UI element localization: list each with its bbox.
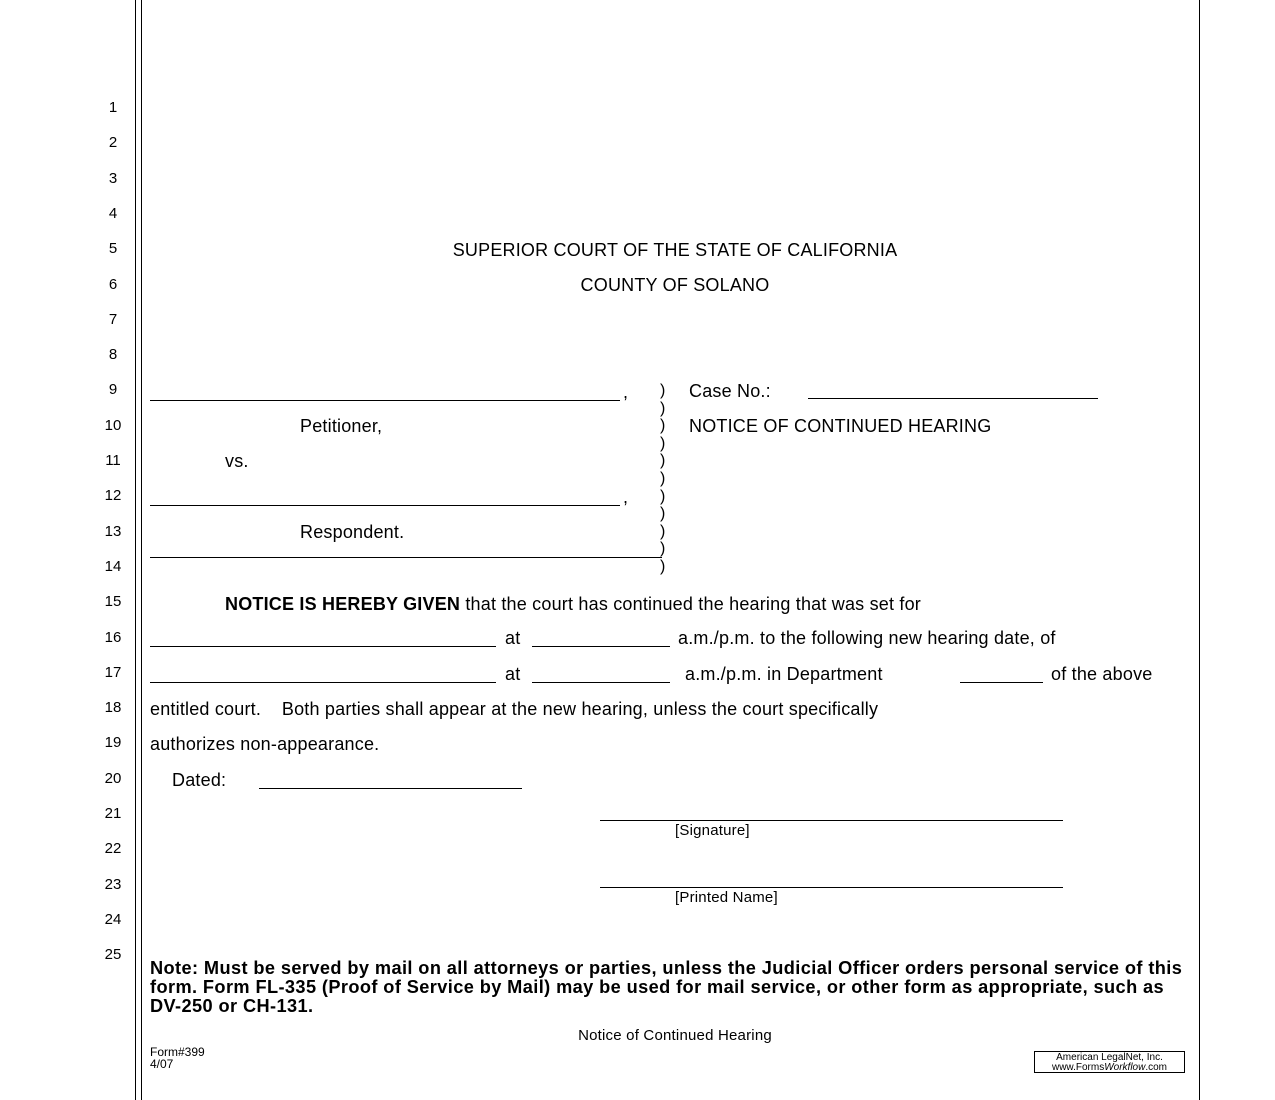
signature-line[interactable]	[600, 820, 1063, 821]
line-number: 12	[104, 487, 122, 505]
line-number: 8	[108, 346, 118, 364]
line-number: 17	[104, 663, 122, 681]
notice-line17-mid: a.m./p.m. in Department	[685, 664, 883, 684]
line-number: 16	[104, 628, 122, 646]
line-number: 11	[105, 452, 121, 469]
line-number: 15	[104, 593, 122, 611]
at-label-1: at	[505, 628, 521, 648]
line-number: 24	[104, 910, 122, 928]
line-number: 1	[108, 99, 118, 116]
line-number: 19	[104, 734, 122, 752]
line-number: 9	[108, 381, 118, 399]
line-number: 25	[104, 946, 122, 964]
form-date: 4/07	[150, 1057, 174, 1071]
new-hearing-time-blank[interactable]	[532, 682, 670, 683]
vendor-url: www.FormsWorkflow.com	[1051, 1062, 1168, 1073]
printed-name-label: [Printed Name]	[675, 889, 778, 906]
left-margin-line-outer	[135, 0, 136, 1100]
footer-title: Notice of Continued Hearing	[578, 1027, 772, 1044]
notice-line17-end: of the above	[1051, 664, 1153, 684]
service-note: Note: Must be served by mail on all attorneys or parties, unless the Judicial Officer orders personal service of this form. Form FL-335 (Proof of Service by Mail) may be used for mail service, or other form as appropriate, such as DV-250 or CH-131.	[150, 958, 1183, 1016]
notice-bold-lead: NOTICE IS HEREBY GIVEN	[225, 594, 461, 614]
dated-blank[interactable]	[259, 788, 522, 789]
line-number: 21	[104, 805, 122, 822]
vendor-box	[1034, 1051, 1185, 1073]
line-number: 18	[104, 699, 122, 717]
at-label-2: at	[505, 664, 521, 684]
line-number: 3	[108, 169, 118, 187]
line-number: 20	[104, 769, 122, 787]
petitioner-comma: ,	[623, 382, 629, 402]
new-hearing-date-blank[interactable]	[150, 682, 496, 683]
line-number: 13	[104, 522, 122, 540]
right-margin-line	[1199, 0, 1200, 1100]
dated-label: Dated:	[172, 770, 227, 790]
vendor-name: American LegalNet, Inc.	[1056, 1052, 1163, 1063]
signature-label: [Signature]	[675, 822, 750, 839]
line-number: 5	[108, 240, 118, 258]
notice-line-19: authorizes non-appearance.	[150, 734, 380, 754]
line-number: 7	[108, 310, 118, 328]
case-number-label: Case No.:	[689, 381, 771, 401]
line-number: 2	[108, 134, 118, 152]
printed-name-line[interactable]	[600, 887, 1063, 888]
caption-bottom-rule	[150, 557, 662, 558]
petitioner-name-blank[interactable]	[150, 400, 620, 401]
document-title: NOTICE OF CONTINUED HEARING	[689, 416, 992, 436]
notice-line16-rest: a.m./p.m. to the following new hearing date, of	[678, 628, 1056, 648]
respondent-name-blank[interactable]	[150, 505, 620, 506]
line-number: 23	[104, 875, 122, 893]
caption-parentheses: ) ) ) ) ) ) ) ) ) ) )	[660, 382, 666, 575]
left-margin-line-inner	[141, 0, 142, 1100]
petitioner-label: Petitioner,	[300, 416, 383, 436]
respondent-comma: ,	[623, 487, 629, 507]
form-number: Form#399	[150, 1045, 205, 1059]
notice-paragraph-line-15	[225, 594, 921, 615]
original-hearing-time-blank[interactable]	[532, 646, 670, 647]
line-number: 14	[104, 557, 122, 575]
notice-line15-rest: that the court has continued the hearing that was set for	[465, 594, 922, 614]
vs-label: vs.	[225, 451, 249, 471]
case-number-blank[interactable]	[808, 398, 1098, 399]
line-number: 4	[108, 204, 118, 222]
original-hearing-date-blank[interactable]	[150, 646, 496, 647]
court-title: SUPERIOR COURT OF THE STATE OF CALIFORNIA	[452, 240, 898, 260]
line-number: 22	[104, 840, 122, 858]
respondent-label: Respondent.	[300, 522, 405, 542]
department-blank[interactable]	[960, 682, 1043, 683]
line-number: 6	[108, 275, 118, 293]
notice-line-18: entitled court. Both parties shall appear at the new hearing, unless the court specifically	[150, 699, 879, 719]
line-number: 10	[104, 416, 122, 434]
county-name: COUNTY OF SOLANO	[580, 275, 770, 295]
